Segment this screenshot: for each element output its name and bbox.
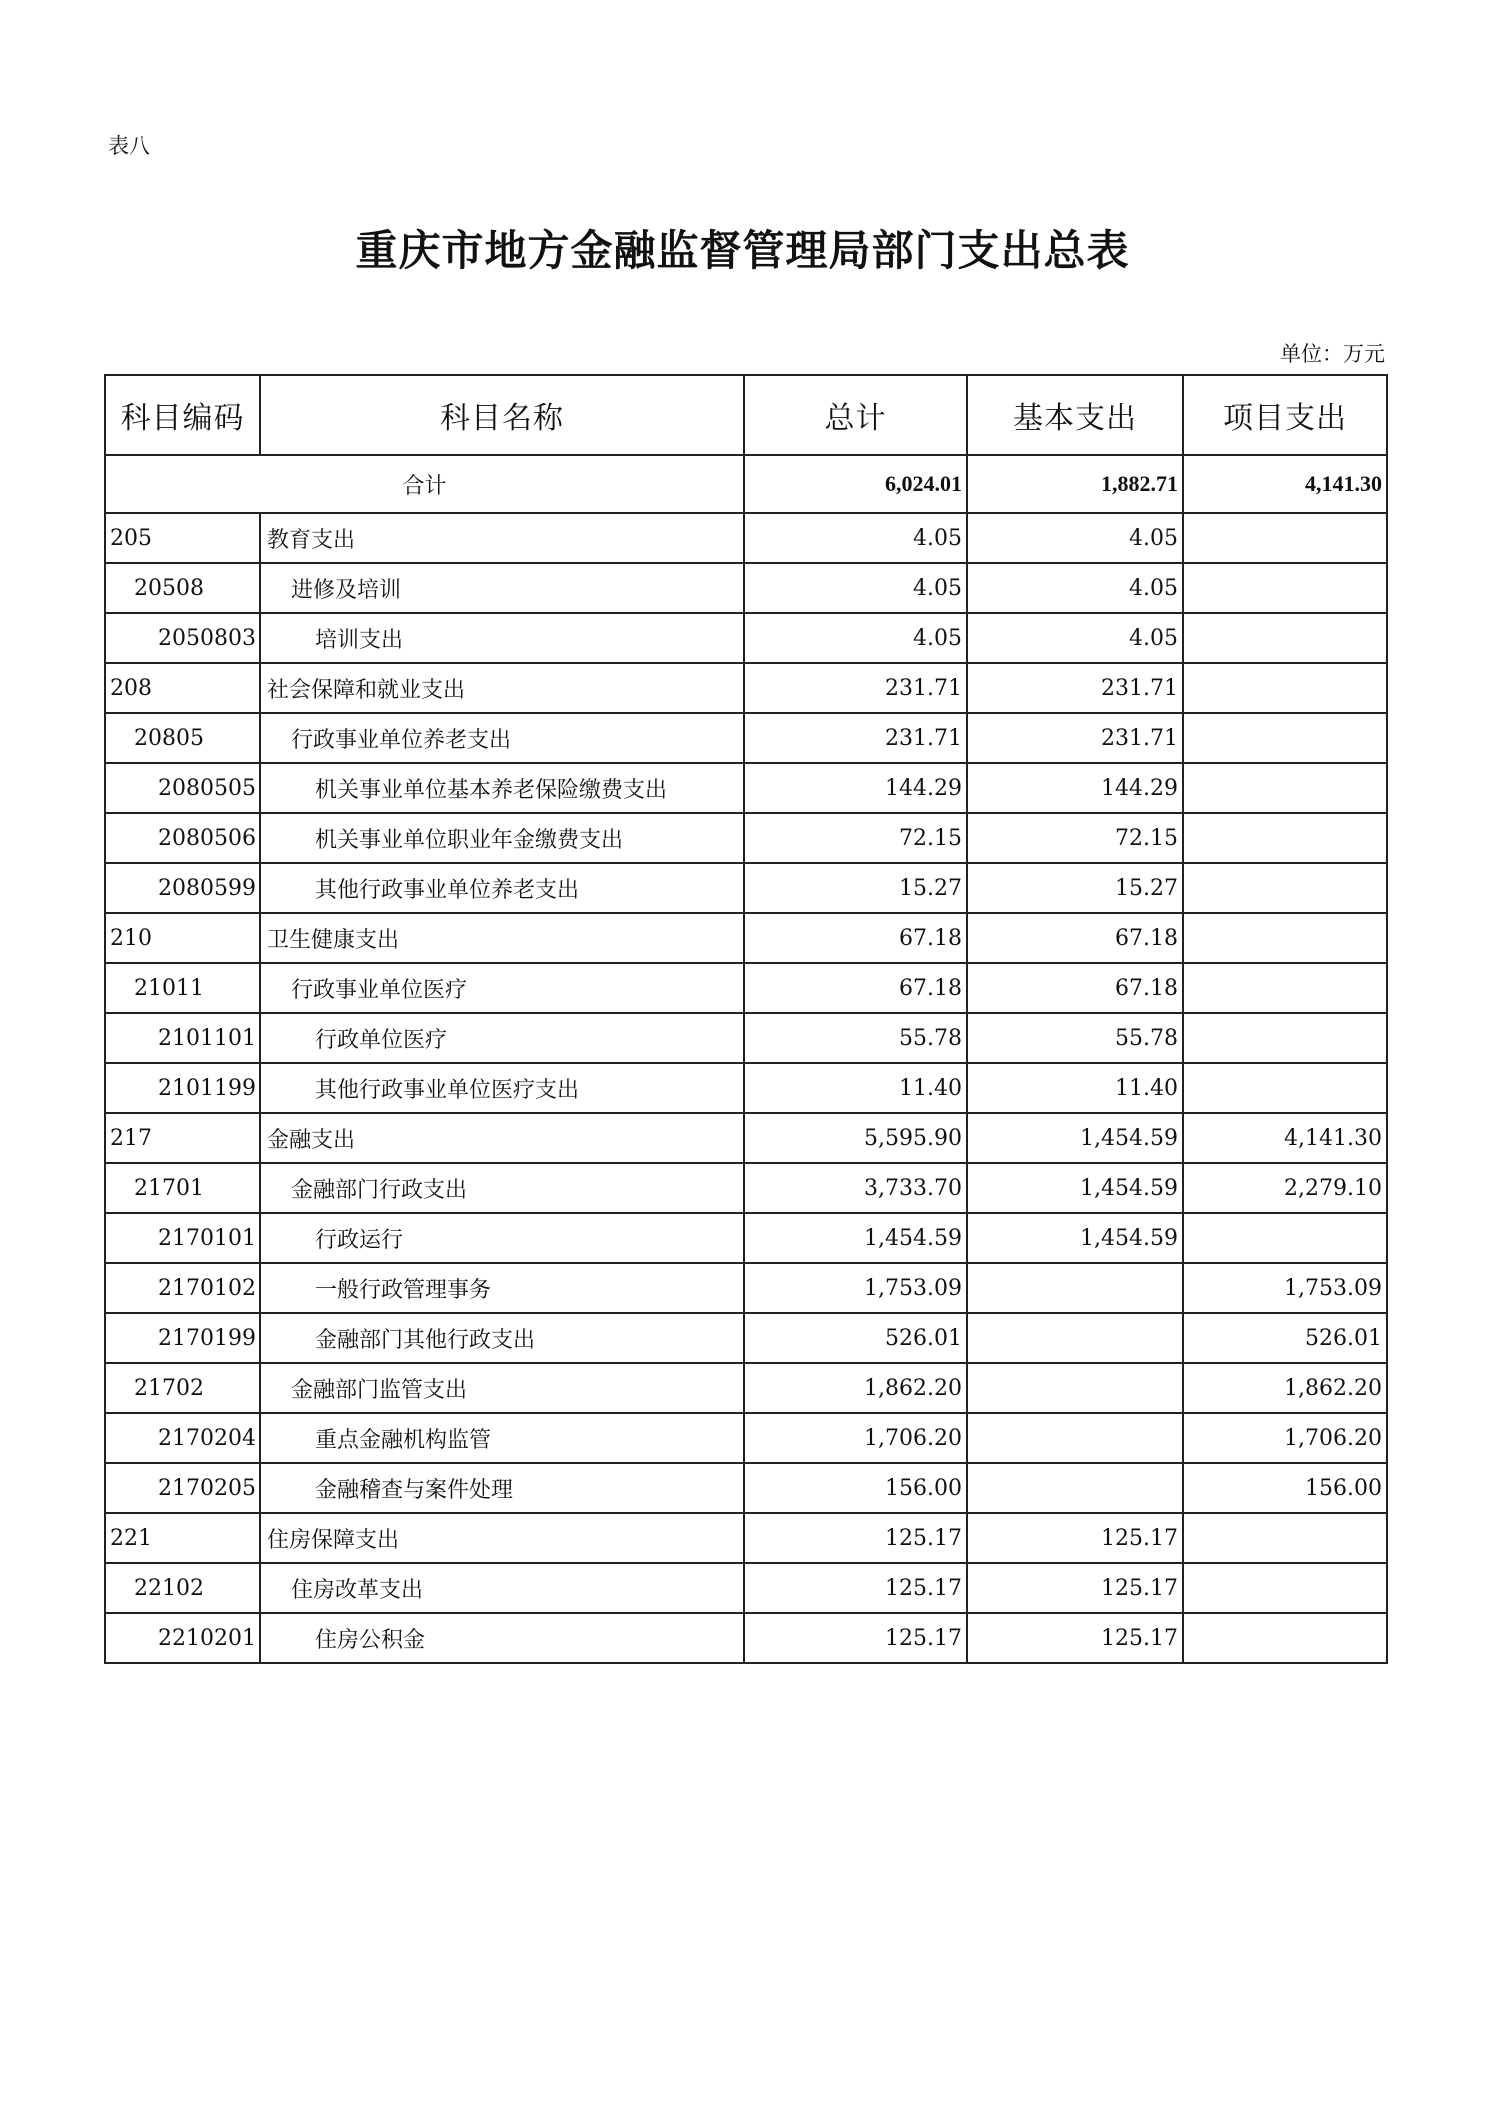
- table-row: [105, 563, 1387, 613]
- row-code: 20508: [105, 563, 260, 613]
- row-project: [1183, 863, 1387, 913]
- row-code: 208: [105, 663, 260, 713]
- row-project: [1183, 963, 1387, 1013]
- row-name: 培训支出: [260, 613, 744, 663]
- row-project: [1183, 1063, 1387, 1113]
- row-total: 125.17: [744, 1613, 967, 1663]
- row-project: 156.00: [1183, 1463, 1387, 1513]
- row-basic: 144.29: [967, 763, 1183, 813]
- header-name: 科目名称: [260, 375, 744, 455]
- table-row: [105, 1263, 1387, 1313]
- header-basic: 基本支出: [967, 375, 1183, 455]
- row-code: 2170204: [105, 1413, 260, 1463]
- row-project: 1,753.09: [1183, 1263, 1387, 1313]
- row-name: 教育支出: [260, 513, 744, 563]
- row-total: 4.05: [744, 513, 967, 563]
- row-code: 210: [105, 913, 260, 963]
- expenditure-table: [104, 374, 1388, 1664]
- row-total: 11.40: [744, 1063, 967, 1113]
- row-name: 金融部门行政支出: [260, 1163, 744, 1213]
- table-row: [105, 713, 1387, 763]
- row-total: 144.29: [744, 763, 967, 813]
- row-project: 1,706.20: [1183, 1413, 1387, 1463]
- table-row: [105, 963, 1387, 1013]
- row-code: 2101101: [105, 1013, 260, 1063]
- row-code: 2080505: [105, 763, 260, 813]
- row-basic: [967, 1413, 1183, 1463]
- table-row: [105, 913, 1387, 963]
- row-name: 行政运行: [260, 1213, 744, 1263]
- row-code: 2170101: [105, 1213, 260, 1263]
- table-row: [105, 1013, 1387, 1063]
- row-basic: 67.18: [967, 963, 1183, 1013]
- row-total: 156.00: [744, 1463, 967, 1513]
- row-basic: 1,454.59: [967, 1213, 1183, 1263]
- header-total: 总计: [744, 375, 967, 455]
- row-basic: 125.17: [967, 1563, 1183, 1613]
- row-project: 4,141.30: [1183, 1113, 1387, 1163]
- row-basic: 231.71: [967, 713, 1183, 763]
- total-basic: 1,882.71: [967, 455, 1183, 513]
- row-code: 2210201: [105, 1613, 260, 1663]
- row-basic: 125.17: [967, 1513, 1183, 1563]
- table-row: [105, 1063, 1387, 1113]
- row-total: 526.01: [744, 1313, 967, 1363]
- row-basic: 4.05: [967, 563, 1183, 613]
- row-code: 221: [105, 1513, 260, 1563]
- row-basic: 72.15: [967, 813, 1183, 863]
- row-basic: [967, 1313, 1183, 1363]
- table-row: [105, 1463, 1387, 1513]
- row-name: 金融支出: [260, 1113, 744, 1163]
- row-basic: 1,454.59: [967, 1163, 1183, 1213]
- row-project: 1,862.20: [1183, 1363, 1387, 1413]
- row-basic: 4.05: [967, 513, 1183, 563]
- row-name: 一般行政管理事务: [260, 1263, 744, 1313]
- table-row: [105, 613, 1387, 663]
- row-code: 22102: [105, 1563, 260, 1613]
- row-project: [1183, 1513, 1387, 1563]
- table-row: [105, 1613, 1387, 1663]
- row-name: 金融部门监管支出: [260, 1363, 744, 1413]
- row-code: 217: [105, 1113, 260, 1163]
- row-project: 2,279.10: [1183, 1163, 1387, 1213]
- total-label: 合计: [105, 455, 744, 513]
- row-code: 2170199: [105, 1313, 260, 1363]
- row-name: 金融部门其他行政支出: [260, 1313, 744, 1363]
- row-project: [1183, 1563, 1387, 1613]
- row-total: 1,454.59: [744, 1213, 967, 1263]
- row-name: 进修及培训: [260, 563, 744, 613]
- table-row: [105, 1163, 1387, 1213]
- row-project: [1183, 913, 1387, 963]
- table-row: [105, 813, 1387, 863]
- row-total: 55.78: [744, 1013, 967, 1063]
- row-total: 67.18: [744, 913, 967, 963]
- row-name: 金融稽查与案件处理: [260, 1463, 744, 1513]
- row-project: [1183, 1013, 1387, 1063]
- row-name: 住房保障支出: [260, 1513, 744, 1563]
- row-name: 行政单位医疗: [260, 1013, 744, 1063]
- row-name: 重点金融机构监管: [260, 1413, 744, 1463]
- row-basic: [967, 1363, 1183, 1413]
- total-project: 4,141.30: [1183, 455, 1387, 513]
- row-code: 2080506: [105, 813, 260, 863]
- row-code: 2080599: [105, 863, 260, 913]
- row-basic: 67.18: [967, 913, 1183, 963]
- table-row: [105, 1513, 1387, 1563]
- row-basic: 1,454.59: [967, 1113, 1183, 1163]
- row-project: [1183, 1213, 1387, 1263]
- row-code: 20805: [105, 713, 260, 763]
- row-name: 其他行政事业单位养老支出: [260, 863, 744, 913]
- row-total: 72.15: [744, 813, 967, 863]
- table-row: [105, 1213, 1387, 1263]
- row-code: 2101199: [105, 1063, 260, 1113]
- row-name: 行政事业单位医疗: [260, 963, 744, 1013]
- table-row: [105, 1113, 1387, 1163]
- row-name: 住房公积金: [260, 1613, 744, 1663]
- row-total: 1,753.09: [744, 1263, 967, 1313]
- row-project: [1183, 813, 1387, 863]
- row-code: 21701: [105, 1163, 260, 1213]
- row-basic: [967, 1263, 1183, 1313]
- row-basic: 4.05: [967, 613, 1183, 663]
- table-row: [105, 1413, 1387, 1463]
- row-name: 住房改革支出: [260, 1563, 744, 1613]
- row-code: 2170102: [105, 1263, 260, 1313]
- row-project: 526.01: [1183, 1313, 1387, 1363]
- table-row: [105, 513, 1387, 563]
- table-row: [105, 1313, 1387, 1363]
- row-total: 4.05: [744, 563, 967, 613]
- row-project: [1183, 763, 1387, 813]
- unit-label: 单位：万元: [1280, 342, 1385, 366]
- row-project: [1183, 663, 1387, 713]
- row-project: [1183, 613, 1387, 663]
- row-name: 行政事业单位养老支出: [260, 713, 744, 763]
- row-total: 125.17: [744, 1563, 967, 1613]
- row-basic: 11.40: [967, 1063, 1183, 1113]
- table-row: [105, 663, 1387, 713]
- row-name: 卫生健康支出: [260, 913, 744, 963]
- row-total: 3,733.70: [744, 1163, 967, 1213]
- row-total: 231.71: [744, 663, 967, 713]
- row-code: 2170205: [105, 1463, 260, 1513]
- row-code: 2050803: [105, 613, 260, 663]
- row-code: 21011: [105, 963, 260, 1013]
- row-total: 231.71: [744, 713, 967, 763]
- row-total: 125.17: [744, 1513, 967, 1563]
- table-row: [105, 1563, 1387, 1613]
- row-total: 5,595.90: [744, 1113, 967, 1163]
- row-total: 15.27: [744, 863, 967, 913]
- row-name: 机关事业单位职业年金缴费支出: [260, 813, 744, 863]
- total-sum: 6,024.01: [744, 455, 967, 513]
- row-basic: [967, 1463, 1183, 1513]
- table-row: [105, 763, 1387, 813]
- total-row: [105, 455, 1387, 513]
- row-project: [1183, 1613, 1387, 1663]
- table-number-label: 表八: [108, 134, 150, 158]
- row-code: 21702: [105, 1363, 260, 1413]
- row-total: 1,706.20: [744, 1413, 967, 1463]
- row-project: [1183, 563, 1387, 613]
- row-total: 1,862.20: [744, 1363, 967, 1413]
- header-code: 科目编码: [105, 375, 260, 455]
- row-project: [1183, 713, 1387, 763]
- table-row: [105, 1363, 1387, 1413]
- row-total: 67.18: [744, 963, 967, 1013]
- row-basic: 55.78: [967, 1013, 1183, 1063]
- row-basic: 125.17: [967, 1613, 1183, 1663]
- row-name: 社会保障和就业支出: [260, 663, 744, 713]
- row-basic: 15.27: [967, 863, 1183, 913]
- row-name: 其他行政事业单位医疗支出: [260, 1063, 744, 1113]
- row-basic: 231.71: [967, 663, 1183, 713]
- row-name: 机关事业单位基本养老保险缴费支出: [260, 763, 744, 813]
- row-code: 205: [105, 513, 260, 563]
- row-project: [1183, 513, 1387, 563]
- document-title: 重庆市地方金融监督管理局部门支出总表: [355, 226, 1130, 275]
- header-project: 项目支出: [1183, 375, 1387, 455]
- table-row: [105, 863, 1387, 913]
- header-row: [105, 375, 1387, 455]
- row-total: 4.05: [744, 613, 967, 663]
